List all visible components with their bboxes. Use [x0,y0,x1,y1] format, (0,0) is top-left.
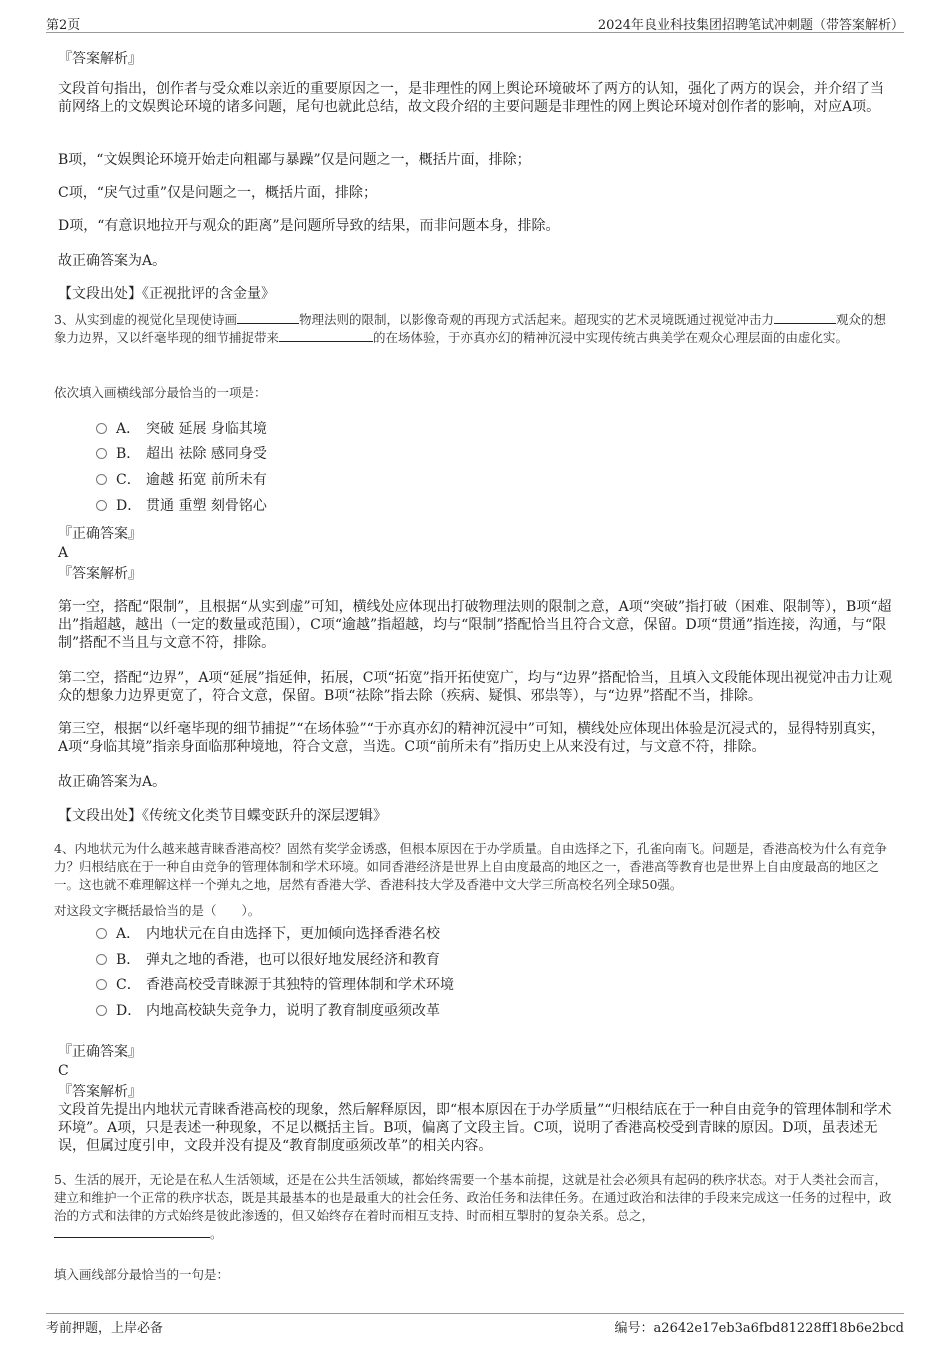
q2-conclusion: 故正确答案为A。 [58,253,167,269]
q4-stem: 4、内地状元为什么越来越青睐香港高校？固然有奖学金诱惑，但根本原因在于办学质量。自由选择之下，孔雀向南飞。问题是，香港高校为什么有竞争力？归根结底在于一种自由竞争的管理体制和学术环境。如同香港经济是世界上自由度最高的地区之一，香港高等教育也是世界上自由度最高的地区之一。这也就不难理解这样一个弹丸之地，居然有香港大学、香港科技大学及香港中文大学三所高校名列全球50强。 [54,841,887,892]
option-key: D． [116,498,142,514]
radio-icon[interactable] [96,979,107,990]
page-number: 第2页 [46,18,81,33]
option-text: 内地状元在自由选择下，更加倾向选择香港名校 [146,926,440,942]
option-text: 超出 祛除 感同身受 [146,446,267,462]
document-title: 2024年良业科技集团招聘笔试冲刺题（带答案解析） [597,18,904,33]
q3-source: 【文段出处】《传统文化类节目蝶变跃升的深层逻辑》 [58,808,387,824]
q2-analysis-p3: C项，“戾气过重”仅是问题之一，概括片面，排除； [58,185,378,201]
q4-option-a[interactable] [96,925,440,943]
q3-analysis-heading: 『答案解析』 [58,566,142,582]
option-text: 香港高校受青睐源于其独特的管理体制和学术环境 [146,977,454,993]
option-key: A． [116,421,141,437]
q4-analysis: 文段首先提出内地状元青睐香港高校的现象，然后解释原因，即“根本原因在于办学质量”“归根结底在于一种自由竞争的管理体制和学术环境”。A项，只是表述一种现象，不足以概括主旨。B项，偏离了文段主旨。C项，说明了香港高校受到青睐的原因。D项，虽表述无误，但属过度引申，文段并没有提及“教育制度亟须改革”的相关内容。 [58,1102,892,1154]
q2-analysis-p2: B项，“文娱舆论环境开始走向粗鄙与暴躁”仅是问题之一，概括片面，排除； [58,152,531,168]
q5-blank [54,1225,210,1238]
q3-analysis-p3: 第三空，根据“以纤毫毕现的细节捕捉”“在场体验”“于亦真亦幻的精神沉浸中”可知，横线处应体现出体验是沉浸式的，显得特别真实，A项“身临其境”指亲身面临那种境地，符合文意，当选。C项“前所未有”指历史上从来没有过，与文意不符，排除。 [58,721,885,755]
option-key: C． [116,472,141,488]
q4-option-c[interactable] [96,976,454,994]
radio-icon[interactable] [96,928,107,939]
q2-analysis-p1: 文段首句指出，创作者与受众难以亲近的重要原因之一，是非理性的网上舆论环境破坏了两方的认知，强化了两方的误会，并介绍了当前网络上的文娱舆论环境的诸多问题，尾句也就此总结，故文段介绍的主要问题是非理性的网上舆论环境对创作者的影响，对应A项。 [58,81,884,115]
q3-analysis-p1: 第一空，搭配“限制”，且根据“从实到虚”可知，横线处应体现出打破物理法则的限制之意，A项“突破”指打破（困难、限制等），B项“超出”指超越，越出（一定的数量或范围），C项“逾越”指超越，均与“限制”搭配恰当且符合文意，保留。D项“贯通”指连接，沟通，与“限制”搭配不当且与文意不符，排除。 [58,599,892,651]
q3-blank-2 [774,311,836,324]
option-key: D． [116,1003,142,1019]
q2-analysis-heading: 『答案解析』 [58,51,142,67]
page-footer [46,1313,904,1334]
q3-prompt: 依次填入画横线部分最恰当的一项是： [54,385,267,400]
option-text: 弹丸之地的香港，也可以很好地发展经济和教育 [146,952,440,968]
q5-stem [54,1171,894,1243]
option-text: 突破 延展 身临其境 [146,421,267,437]
option-text: 逾越 拓宽 前所未有 [146,472,267,488]
q2-source: 【文段出处】《正视批评的含金量》 [58,286,275,302]
option-key: B． [116,446,141,462]
q3-answer: A [58,545,69,561]
q4-option-b[interactable] [96,951,440,969]
option-key: A． [116,926,141,942]
q3-analysis-p2: 第二空，搭配“边界”，A项“延展”指延伸，拓展，C项“拓宽”指开拓使宽广，均与“边界”搭配恰当，且填入文段能体现出视觉冲击力让观众的想象力边界更宽了，符合文意，保留。B项“祛除”指去除（疾病、疑惧、邪祟等），与“边界”搭配不当，排除。 [58,670,893,704]
q3-stem-part: 3、从实到虚的视觉化呈现使诗画 [54,312,237,327]
q3-option-d[interactable] [96,497,267,515]
q4-option-d[interactable] [96,1002,440,1020]
q5-prompt: 填入画线部分最恰当的一句是： [54,1267,230,1282]
option-key: C． [116,977,141,993]
footer-slogan: 考前押题，上岸必备 [46,1321,164,1336]
q3-blank-3 [279,329,373,342]
option-text: 贯通 重塑 刻骨铭心 [146,498,267,514]
q3-option-a[interactable] [96,420,267,438]
radio-icon[interactable] [96,1005,107,1016]
q5-stem-text: 5、生活的展开，无论是在私人生活领域，还是在公共生活领域，都始终需要一个基本前提，这就是社会必须具有起码的秩序状态。对于人类社会而言，建立和维护一个正常的秩序状态，既是其最基本的也是最重大的社会任务、政治任务和法律任务。在通过政治和法律的手段来完成这一任务的过程中，政治的方式和法律的方式始终是彼此渗透的，但又始终存在着时而相互支持、时而相互掣肘的复杂关系。总之， [54,1172,892,1223]
footer-code [615,1317,904,1336]
q3-stem [54,311,894,347]
q3-stem-part: 观众的想象力边界，又以纤毫毕现的细节捕捉带来 [54,312,886,345]
page-header [46,12,904,33]
option-key: B． [116,952,141,968]
radio-icon[interactable] [96,500,107,511]
option-text: 内地高校缺失竞争力，说明了教育制度亟须改革 [146,1003,440,1019]
q4-prompt: 对这段文字概括最恰当的是（ ）。 [54,903,261,918]
q4-answer-heading: 『正确答案』 [58,1044,142,1060]
q3-stem-part: 的在场体验，于亦真亦幻的精神沉浸中实现传统古典美学在观众心理层面的由虚化实。 [373,330,849,345]
q5-end-mark: 。 [210,1226,223,1241]
q2-analysis-p4: D项，“有意识地拉开与观众的距离”是问题所导致的结果，而非问题本身，排除。 [58,218,560,234]
q4-answer: C [58,1063,69,1079]
code-value: a2642e17eb3a6fbd81228ff18b6e2bcd [653,1321,904,1336]
q3-blank-1 [237,311,299,324]
q3-option-b[interactable] [96,445,267,463]
q4-analysis-heading: 『答案解析』 [58,1084,142,1100]
radio-icon[interactable] [96,448,107,459]
radio-icon[interactable] [96,423,107,434]
q3-answer-heading: 『正确答案』 [58,526,142,542]
q3-conclusion: 故正确答案为A。 [58,774,167,790]
code-label: 编号： [614,1321,654,1336]
radio-icon[interactable] [96,474,107,485]
q3-stem-part: 物理法则的限制，以影像奇观的再现方式活起来。超现实的艺术灵境既通过视觉冲击力 [298,312,774,327]
radio-icon[interactable] [96,954,107,965]
q3-option-c[interactable] [96,471,267,489]
